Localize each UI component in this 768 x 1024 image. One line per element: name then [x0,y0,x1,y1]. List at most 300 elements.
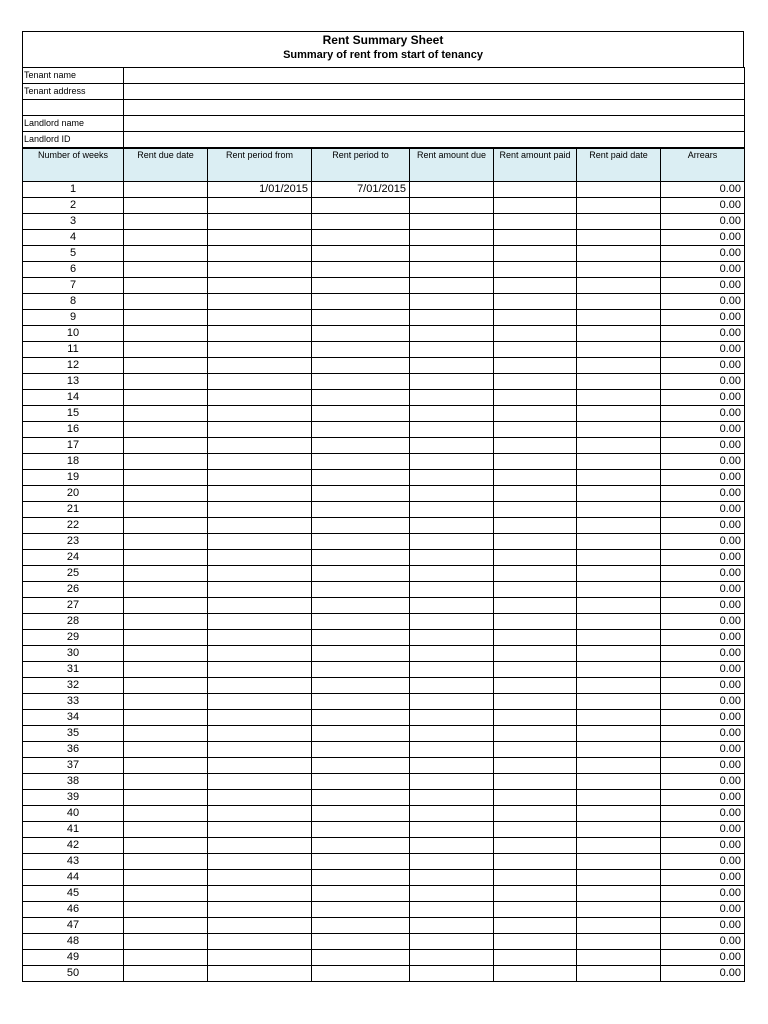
arrears-cell[interactable]: 0.00 [661,310,745,326]
empty-cell[interactable] [410,502,494,518]
empty-cell[interactable] [124,454,208,470]
week-number-cell[interactable]: 26 [23,582,124,598]
empty-cell[interactable] [312,390,410,406]
empty-cell[interactable] [410,358,494,374]
empty-cell[interactable] [577,870,661,886]
empty-cell[interactable] [124,230,208,246]
empty-cell[interactable] [410,214,494,230]
arrears-cell[interactable]: 0.00 [661,534,745,550]
arrears-cell[interactable]: 0.00 [661,694,745,710]
week-number-cell[interactable]: 29 [23,630,124,646]
week-number-cell[interactable]: 11 [23,342,124,358]
empty-cell[interactable] [124,918,208,934]
empty-cell[interactable] [410,694,494,710]
empty-cell[interactable] [410,758,494,774]
empty-cell[interactable] [577,822,661,838]
empty-cell[interactable] [124,294,208,310]
arrears-cell[interactable]: 0.00 [661,470,745,486]
empty-cell[interactable] [124,214,208,230]
empty-cell[interactable] [494,838,577,854]
empty-cell[interactable] [124,630,208,646]
arrears-cell[interactable]: 0.00 [661,358,745,374]
arrears-cell[interactable]: 0.00 [661,758,745,774]
empty-cell[interactable] [208,694,312,710]
empty-cell[interactable] [208,726,312,742]
empty-cell[interactable] [124,198,208,214]
empty-cell[interactable] [577,454,661,470]
arrears-cell[interactable]: 0.00 [661,438,745,454]
arrears-cell[interactable]: 0.00 [661,262,745,278]
week-number-cell[interactable]: 24 [23,550,124,566]
empty-cell[interactable] [124,518,208,534]
arrears-cell[interactable]: 0.00 [661,486,745,502]
week-number-cell[interactable]: 2 [23,198,124,214]
empty-cell[interactable] [494,854,577,870]
empty-cell[interactable] [577,470,661,486]
empty-cell[interactable] [208,390,312,406]
empty-cell[interactable] [577,646,661,662]
empty-cell[interactable] [124,182,208,198]
arrears-cell[interactable]: 0.00 [661,886,745,902]
arrears-cell[interactable]: 0.00 [661,790,745,806]
empty-cell[interactable] [494,406,577,422]
empty-cell[interactable] [410,198,494,214]
empty-cell[interactable] [312,966,410,982]
week-number-cell[interactable]: 14 [23,390,124,406]
empty-cell[interactable] [208,566,312,582]
empty-cell[interactable] [494,790,577,806]
week-number-cell[interactable]: 3 [23,214,124,230]
empty-cell[interactable] [410,342,494,358]
empty-cell[interactable] [494,918,577,934]
empty-cell[interactable] [124,486,208,502]
empty-cell[interactable] [494,262,577,278]
empty-cell[interactable] [494,374,577,390]
empty-cell[interactable] [208,230,312,246]
empty-cell[interactable] [410,326,494,342]
arrears-cell[interactable]: 0.00 [661,918,745,934]
empty-cell[interactable] [577,358,661,374]
arrears-cell[interactable]: 0.00 [661,550,745,566]
empty-cell[interactable] [410,806,494,822]
empty-cell[interactable] [312,422,410,438]
empty-cell[interactable] [410,486,494,502]
arrears-cell[interactable]: 0.00 [661,838,745,854]
arrears-cell[interactable]: 0.00 [661,230,745,246]
empty-cell[interactable] [410,742,494,758]
week-number-cell[interactable]: 39 [23,790,124,806]
empty-cell[interactable] [577,726,661,742]
week-number-cell[interactable]: 9 [23,310,124,326]
week-number-cell[interactable]: 16 [23,422,124,438]
empty-cell[interactable] [208,454,312,470]
empty-cell[interactable] [410,902,494,918]
week-number-cell[interactable]: 22 [23,518,124,534]
arrears-cell[interactable]: 0.00 [661,774,745,790]
empty-cell[interactable] [208,214,312,230]
empty-cell[interactable] [208,310,312,326]
empty-cell[interactable] [410,630,494,646]
arrears-cell[interactable]: 0.00 [661,246,745,262]
empty-cell[interactable] [124,550,208,566]
empty-cell[interactable] [577,758,661,774]
empty-cell[interactable] [577,550,661,566]
empty-cell[interactable] [208,790,312,806]
empty-cell[interactable] [410,662,494,678]
week-number-cell[interactable]: 18 [23,454,124,470]
empty-cell[interactable] [494,598,577,614]
empty-cell[interactable] [124,614,208,630]
empty-cell[interactable] [312,758,410,774]
empty-cell[interactable] [577,886,661,902]
empty-cell[interactable] [208,950,312,966]
empty-cell[interactable] [410,646,494,662]
empty-cell[interactable] [312,198,410,214]
empty-cell[interactable] [577,630,661,646]
empty-cell[interactable] [410,598,494,614]
arrears-cell[interactable]: 0.00 [661,646,745,662]
empty-cell[interactable] [124,902,208,918]
empty-cell[interactable] [577,534,661,550]
empty-cell[interactable] [577,966,661,982]
empty-cell[interactable] [124,790,208,806]
empty-cell[interactable] [312,950,410,966]
empty-cell[interactable] [577,790,661,806]
arrears-cell[interactable]: 0.00 [661,518,745,534]
info-value-cell[interactable] [124,84,745,100]
arrears-cell[interactable]: 0.00 [661,390,745,406]
empty-cell[interactable] [410,918,494,934]
empty-cell[interactable] [208,966,312,982]
empty-cell[interactable] [494,438,577,454]
empty-cell[interactable] [208,806,312,822]
empty-cell[interactable] [494,646,577,662]
empty-cell[interactable] [410,614,494,630]
empty-cell[interactable] [410,710,494,726]
empty-cell[interactable] [577,742,661,758]
empty-cell[interactable] [124,646,208,662]
week-number-cell[interactable]: 1 [23,182,124,198]
empty-cell[interactable] [312,934,410,950]
empty-cell[interactable] [124,710,208,726]
empty-cell[interactable] [124,438,208,454]
empty-cell[interactable] [577,934,661,950]
empty-cell[interactable] [410,422,494,438]
empty-cell[interactable] [124,822,208,838]
empty-cell[interactable] [124,326,208,342]
arrears-cell[interactable]: 0.00 [661,278,745,294]
week-number-cell[interactable]: 49 [23,950,124,966]
empty-cell[interactable] [494,822,577,838]
empty-cell[interactable] [208,326,312,342]
arrears-cell[interactable]: 0.00 [661,854,745,870]
empty-cell[interactable] [312,614,410,630]
empty-cell[interactable] [494,470,577,486]
empty-cell[interactable] [124,246,208,262]
empty-cell[interactable] [312,710,410,726]
empty-cell[interactable] [494,694,577,710]
empty-cell[interactable] [208,262,312,278]
empty-cell[interactable] [312,534,410,550]
empty-cell[interactable] [494,246,577,262]
arrears-cell[interactable]: 0.00 [661,726,745,742]
empty-cell[interactable] [208,294,312,310]
info-value-cell[interactable] [124,100,745,116]
empty-cell[interactable] [208,758,312,774]
empty-cell[interactable] [410,966,494,982]
empty-cell[interactable] [577,502,661,518]
empty-cell[interactable] [124,742,208,758]
empty-cell[interactable] [410,822,494,838]
empty-cell[interactable] [494,614,577,630]
empty-cell[interactable] [410,294,494,310]
arrears-cell[interactable]: 0.00 [661,422,745,438]
empty-cell[interactable] [208,774,312,790]
empty-cell[interactable] [124,406,208,422]
empty-cell[interactable] [577,710,661,726]
empty-cell[interactable] [577,374,661,390]
empty-cell[interactable] [208,342,312,358]
arrears-cell[interactable]: 0.00 [661,662,745,678]
empty-cell[interactable] [494,198,577,214]
empty-cell[interactable] [312,214,410,230]
empty-cell[interactable] [208,358,312,374]
empty-cell[interactable] [577,518,661,534]
empty-cell[interactable] [312,886,410,902]
week-number-cell[interactable]: 37 [23,758,124,774]
empty-cell[interactable] [494,662,577,678]
empty-cell[interactable] [124,678,208,694]
empty-cell[interactable] [124,310,208,326]
empty-cell[interactable] [577,342,661,358]
arrears-cell[interactable]: 0.00 [661,582,745,598]
empty-cell[interactable] [577,406,661,422]
empty-cell[interactable] [410,550,494,566]
empty-cell[interactable] [124,262,208,278]
week-number-cell[interactable]: 48 [23,934,124,950]
empty-cell[interactable] [494,214,577,230]
week-number-cell[interactable]: 12 [23,358,124,374]
empty-cell[interactable] [494,726,577,742]
empty-cell[interactable] [208,406,312,422]
week-number-cell[interactable]: 4 [23,230,124,246]
week-number-cell[interactable]: 8 [23,294,124,310]
empty-cell[interactable] [577,566,661,582]
empty-cell[interactable] [124,886,208,902]
empty-cell[interactable] [312,358,410,374]
empty-cell[interactable] [208,518,312,534]
arrears-cell[interactable]: 0.00 [661,406,745,422]
empty-cell[interactable] [208,278,312,294]
empty-cell[interactable] [124,758,208,774]
empty-cell[interactable] [577,694,661,710]
week-number-cell[interactable]: 34 [23,710,124,726]
empty-cell[interactable] [494,550,577,566]
empty-cell[interactable] [312,694,410,710]
empty-cell[interactable] [410,470,494,486]
empty-cell[interactable] [410,950,494,966]
empty-cell[interactable] [208,550,312,566]
empty-cell[interactable] [312,726,410,742]
rent-period-from-cell[interactable]: 1/01/2015 [208,182,312,198]
empty-cell[interactable] [577,198,661,214]
empty-cell[interactable] [494,566,577,582]
week-number-cell[interactable]: 15 [23,406,124,422]
empty-cell[interactable] [124,838,208,854]
empty-cell[interactable] [312,326,410,342]
arrears-cell[interactable]: 0.00 [661,742,745,758]
empty-cell[interactable] [410,582,494,598]
arrears-cell[interactable]: 0.00 [661,678,745,694]
empty-cell[interactable] [124,278,208,294]
arrears-cell[interactable]: 0.00 [661,214,745,230]
empty-cell[interactable] [312,246,410,262]
empty-cell[interactable] [494,422,577,438]
empty-cell[interactable] [312,918,410,934]
arrears-cell[interactable]: 0.00 [661,294,745,310]
empty-cell[interactable] [494,630,577,646]
week-number-cell[interactable]: 21 [23,502,124,518]
empty-cell[interactable] [577,438,661,454]
empty-cell[interactable] [208,534,312,550]
week-number-cell[interactable]: 38 [23,774,124,790]
empty-cell[interactable] [410,374,494,390]
empty-cell[interactable] [124,422,208,438]
empty-cell[interactable] [410,406,494,422]
empty-cell[interactable] [577,294,661,310]
empty-cell[interactable] [577,230,661,246]
empty-cell[interactable] [494,358,577,374]
empty-cell[interactable] [124,374,208,390]
empty-cell[interactable] [410,678,494,694]
empty-cell[interactable] [410,246,494,262]
empty-cell[interactable] [577,182,661,198]
empty-cell[interactable] [208,502,312,518]
empty-cell[interactable] [124,582,208,598]
empty-cell[interactable] [410,934,494,950]
empty-cell[interactable] [494,518,577,534]
arrears-cell[interactable]: 0.00 [661,966,745,982]
empty-cell[interactable] [312,806,410,822]
empty-cell[interactable] [410,518,494,534]
empty-cell[interactable] [494,806,577,822]
week-number-cell[interactable]: 36 [23,742,124,758]
empty-cell[interactable] [312,902,410,918]
empty-cell[interactable] [208,742,312,758]
empty-cell[interactable] [410,454,494,470]
week-number-cell[interactable]: 10 [23,326,124,342]
empty-cell[interactable] [124,342,208,358]
empty-cell[interactable] [577,390,661,406]
empty-cell[interactable] [410,278,494,294]
empty-cell[interactable] [208,918,312,934]
empty-cell[interactable] [410,886,494,902]
empty-cell[interactable] [577,806,661,822]
empty-cell[interactable] [494,950,577,966]
week-number-cell[interactable]: 31 [23,662,124,678]
empty-cell[interactable] [208,614,312,630]
empty-cell[interactable] [494,182,577,198]
empty-cell[interactable] [494,742,577,758]
empty-cell[interactable] [494,278,577,294]
empty-cell[interactable] [124,870,208,886]
empty-cell[interactable] [208,246,312,262]
empty-cell[interactable] [410,534,494,550]
arrears-cell[interactable]: 0.00 [661,902,745,918]
empty-cell[interactable] [494,486,577,502]
empty-cell[interactable] [312,486,410,502]
empty-cell[interactable] [577,246,661,262]
empty-cell[interactable] [312,838,410,854]
empty-cell[interactable] [494,534,577,550]
week-number-cell[interactable]: 46 [23,902,124,918]
empty-cell[interactable] [124,950,208,966]
empty-cell[interactable] [494,390,577,406]
empty-cell[interactable] [124,390,208,406]
empty-cell[interactable] [494,886,577,902]
empty-cell[interactable] [124,534,208,550]
week-number-cell[interactable]: 6 [23,262,124,278]
week-number-cell[interactable]: 5 [23,246,124,262]
empty-cell[interactable] [312,406,410,422]
empty-cell[interactable] [208,374,312,390]
empty-cell[interactable] [208,630,312,646]
empty-cell[interactable] [208,886,312,902]
empty-cell[interactable] [312,582,410,598]
empty-cell[interactable] [124,934,208,950]
empty-cell[interactable] [577,486,661,502]
empty-cell[interactable] [410,230,494,246]
empty-cell[interactable] [410,774,494,790]
arrears-cell[interactable]: 0.00 [661,934,745,950]
arrears-cell[interactable]: 0.00 [661,710,745,726]
empty-cell[interactable] [494,678,577,694]
empty-cell[interactable] [312,438,410,454]
empty-cell[interactable] [312,774,410,790]
week-number-cell[interactable]: 17 [23,438,124,454]
empty-cell[interactable] [410,438,494,454]
empty-cell[interactable] [312,630,410,646]
empty-cell[interactable] [410,838,494,854]
week-number-cell[interactable]: 23 [23,534,124,550]
week-number-cell[interactable]: 33 [23,694,124,710]
empty-cell[interactable] [208,934,312,950]
empty-cell[interactable] [208,838,312,854]
week-number-cell[interactable]: 45 [23,886,124,902]
empty-cell[interactable] [494,230,577,246]
empty-cell[interactable] [577,278,661,294]
arrears-cell[interactable]: 0.00 [661,182,745,198]
empty-cell[interactable] [494,758,577,774]
empty-cell[interactable] [312,742,410,758]
empty-cell[interactable] [312,310,410,326]
week-number-cell[interactable]: 7 [23,278,124,294]
arrears-cell[interactable]: 0.00 [661,950,745,966]
empty-cell[interactable] [312,790,410,806]
empty-cell[interactable] [494,902,577,918]
empty-cell[interactable] [410,854,494,870]
week-number-cell[interactable]: 19 [23,470,124,486]
empty-cell[interactable] [124,694,208,710]
info-value-cell[interactable] [124,132,745,148]
empty-cell[interactable] [494,502,577,518]
empty-cell[interactable] [312,854,410,870]
week-number-cell[interactable]: 35 [23,726,124,742]
empty-cell[interactable] [208,582,312,598]
empty-cell[interactable] [494,326,577,342]
week-number-cell[interactable]: 50 [23,966,124,982]
empty-cell[interactable] [124,774,208,790]
